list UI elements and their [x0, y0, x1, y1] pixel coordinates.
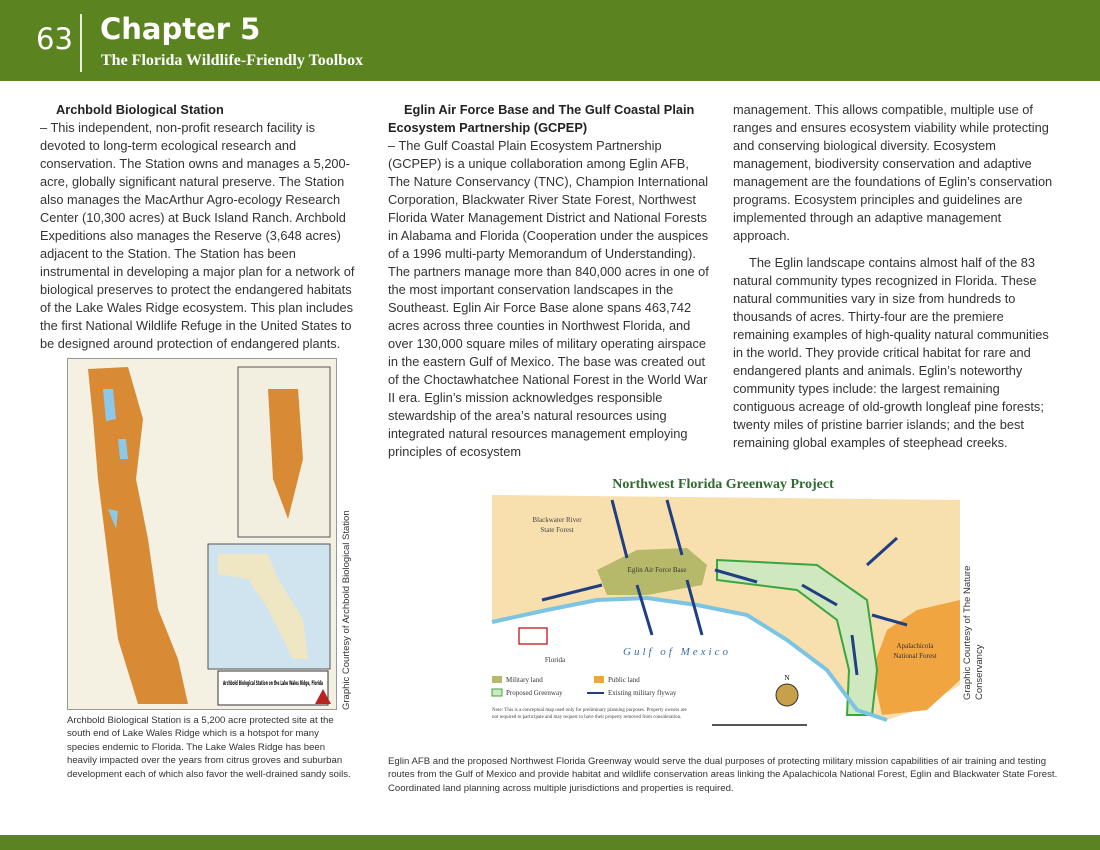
greenway-caption: Eglin AFB and the proposed Northwest Florida Greenway would serve the dual purposes of protecting military mission capabilities of air training and testing routes from the Gulf of Mexico and provide habitat and wildlife conservation areas linking the Apalachicola National Forest, Eglin and Blackwater State Forest. Coordinated land planning across multiple jurisdictions and properties is required.: [388, 756, 1058, 794]
chapter-title: Chapter 5: [100, 12, 261, 46]
footer-bar: [0, 835, 1100, 850]
legend-flyway: Existing military flyway: [608, 689, 677, 697]
page-number: 63: [36, 22, 73, 56]
header-divider: [80, 14, 82, 72]
greenway-map-title: Northwest Florida Greenway Project: [612, 477, 834, 492]
chapter-header: [0, 0, 1100, 81]
map-label-eglin: Eglin Air Force Base: [627, 566, 687, 574]
archbold-text: – This independent, non-profit research facility is devoted to long-term ecological research and conservation. The Station owns and manages a 5,200-acre, globally significant natural preserve. The Station also manages the MacArthur Agro-ecology Research Center (10,300 acres) at Buck Island Ranch. Archbold Expeditions also manages the Reserve (3,648 acres) adjacent to the Station. The Station has been instrumental in developing a major plan for a network of biological preserves to protect the endangered habitats of the Lake Wales Ridge ecosystem. This plan includes the first National Wildlife Refuge in the United States to be designed around protection of endangered plants.: [40, 120, 355, 351]
archbold-map-title: Archbold Biological Station on the Lake Wales Ridge, Florida: [223, 680, 323, 687]
eglin-landscape-paragraph: The Eglin landscape contains almost half of the 83 natural community types recognized in Florida. These natural communities vary in size from hundreds to thousands of acres. Thirty-four are the premiere remaining examples of high-quality natural communities in the world. They provide critical habitat for rare and endangered plants and animals. Eglin’s noteworthy community types include: the largest remaining contiguous acreage of old-growth longleaf pine forests; twenty miles of pristine barrier islands; and the best remaining global examples of steephead creeks.: [733, 255, 1049, 450]
legend-military: Military land: [506, 676, 543, 684]
column-eglin: [388, 101, 710, 461]
lake-wales-ridge-map: [67, 358, 337, 710]
tnc-credit: Graphic Courtesy of The Nature Conservancy: [962, 565, 985, 700]
column-eglin-continued: [733, 101, 1055, 452]
archbold-caption: Archbold Biological Station is a 5,200 acre protected site at the south end of Lake Wales Ridge which is a hotspot for many species endemic to Florida. The Lake Wales Ridge has been heavily impacted over the years from citrus groves and suburban development each of which also favor the well-drained sandy soils.: [67, 715, 351, 780]
legend-greenway: Proposed Greenway: [506, 689, 563, 697]
map-note: Note: This is a conceptual map used only for preliminary planning purposes. Property owners are not required to participate and may request to have their property removed from consideration.: [492, 708, 687, 720]
archbold-heading: Archbold Biological Station: [56, 102, 224, 117]
map-label-apalachicola: Apalachicola: [896, 642, 934, 650]
compass-north: N: [784, 674, 790, 682]
column-archbold: [40, 101, 362, 353]
chapter-subtitle: The Florida Wildlife-Friendly Toolbox: [101, 52, 364, 69]
eglin-paragraph-cont: management. This allows compatible, multiple use of ranges and ensures ecosystem viability while protecting and conserving biological diversity. Ecosystem management, biodiversity conservation and adaptive management are the foundations of Eglin’s conservation programs. Ecosystem principles and guidelines are implemented through an adaptive management approach.: [733, 102, 1053, 243]
map-label-blackwater: Blackwater River: [532, 516, 582, 524]
map-label-blackwater-2: State Forest: [540, 526, 574, 534]
eglin-heading: Eglin Air Force Base and The Gulf Coastal Plain Ecosystem Partnership (GCPEP): [388, 102, 695, 135]
eglin-text: – The Gulf Coastal Plain Ecosystem Partnership (GCPEP) is a unique collaboration among Eglin AFB, The Nature Conservancy (TNC), Champion International Corporation, Blackwater River State Forest, Northwest Florida Water Management District and National Forests in Alabama and Florida (Cooperation under the auspices of a 1996 multi-party Memorandum of Understanding). The partners manage more than 840,000 acres in one of the most important conservation landscapes in the Southeast. Eglin Air Force Base alone spans 463,742 acres across three counties in Northwest Florida, and over 130,000 square miles of military operating airspace in the eastern Gulf of Mexico. The base was created out of the Choctawhatchee National Forest in the World War II era. Eglin’s mission acknowledges responsible stewardship of the area’s natural resources using integrated natural resources management employing principles of ecosystem: [388, 138, 709, 459]
map-label-florida: Florida: [544, 656, 566, 664]
map-label-apalachicola-2: National Forest: [893, 652, 937, 660]
map-label-gulf: Gulf of Mexico: [623, 646, 731, 658]
legend-public: Public land: [608, 676, 640, 684]
archbold-credit: Graphic Courtesy of Archbold Biological Station: [341, 510, 352, 710]
greenway-map: [487, 470, 960, 750]
